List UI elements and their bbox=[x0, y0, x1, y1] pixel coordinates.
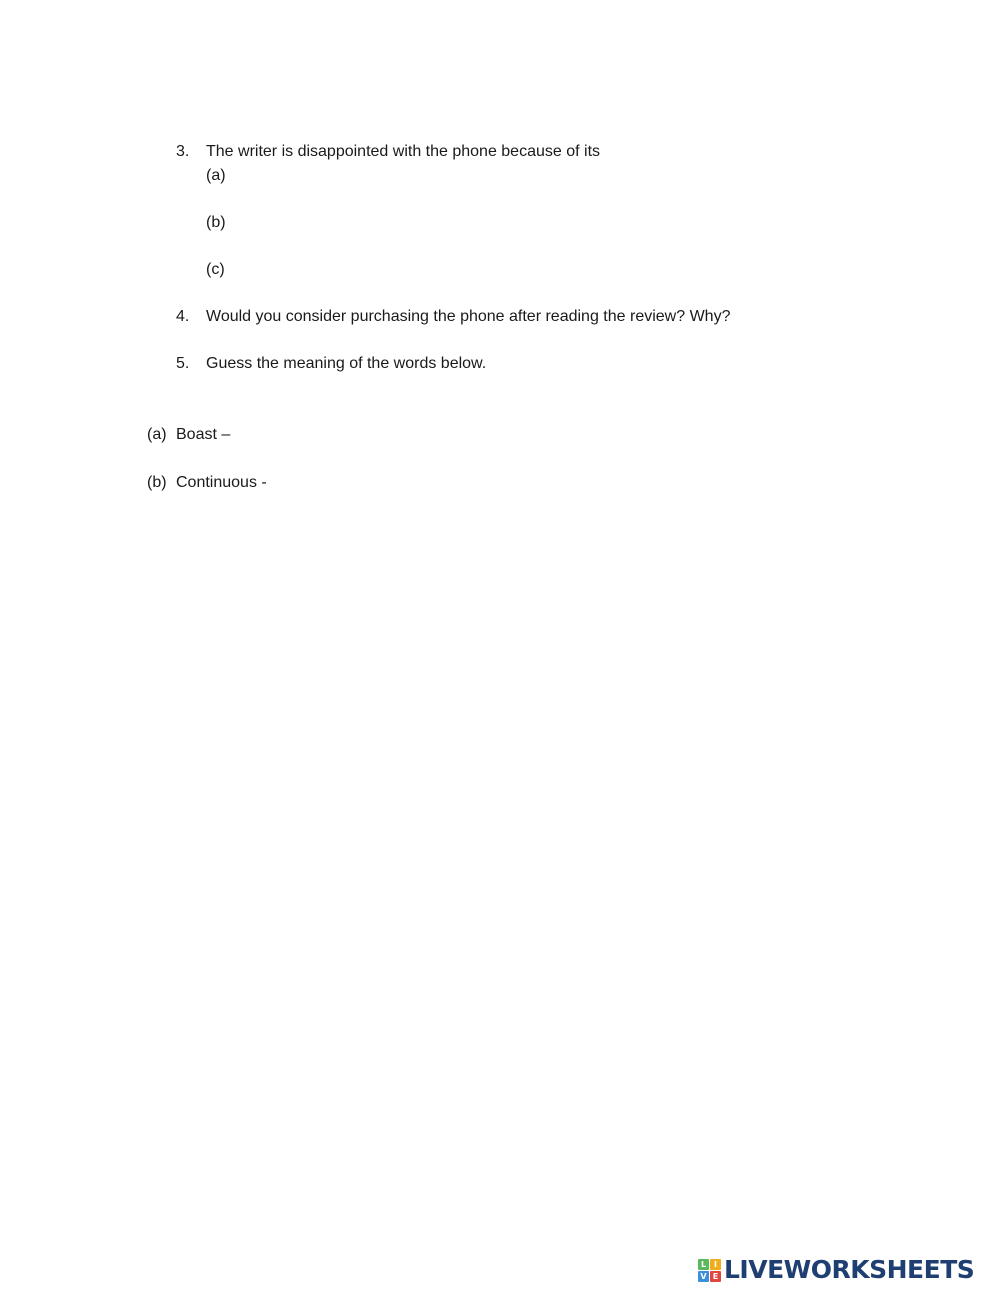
question-3-option-a: (a) bbox=[206, 167, 226, 184]
logo-square-i: I bbox=[710, 1259, 721, 1270]
vocab-a-word: Boast – bbox=[176, 426, 231, 443]
logo-square-e: E bbox=[710, 1271, 721, 1282]
logo-wordmark: LIVEWORKSHEETS bbox=[724, 1255, 975, 1284]
live-squares-icon bbox=[698, 1259, 721, 1282]
vocab-b-label: (b) bbox=[147, 474, 167, 491]
logo-square-v: V bbox=[698, 1271, 709, 1282]
question-3-option-b: (b) bbox=[206, 214, 226, 231]
question-3-option-c: (c) bbox=[206, 261, 225, 278]
question-4-text: Would you consider purchasing the phone after reading the review? Why? bbox=[206, 308, 731, 325]
vocab-b-word: Continuous - bbox=[176, 474, 267, 491]
question-5-number: 5. bbox=[176, 355, 190, 372]
question-4-number: 4. bbox=[176, 308, 190, 325]
liveworksheets-logo bbox=[698, 1257, 974, 1283]
question-3-text: The writer is disappointed with the phone because of its bbox=[206, 143, 601, 160]
vocab-a-label: (a) bbox=[147, 426, 167, 443]
question-3-number: 3. bbox=[176, 143, 190, 160]
question-5-text: Guess the meaning of the words below. bbox=[206, 355, 487, 372]
logo-square-l: L bbox=[698, 1259, 709, 1270]
